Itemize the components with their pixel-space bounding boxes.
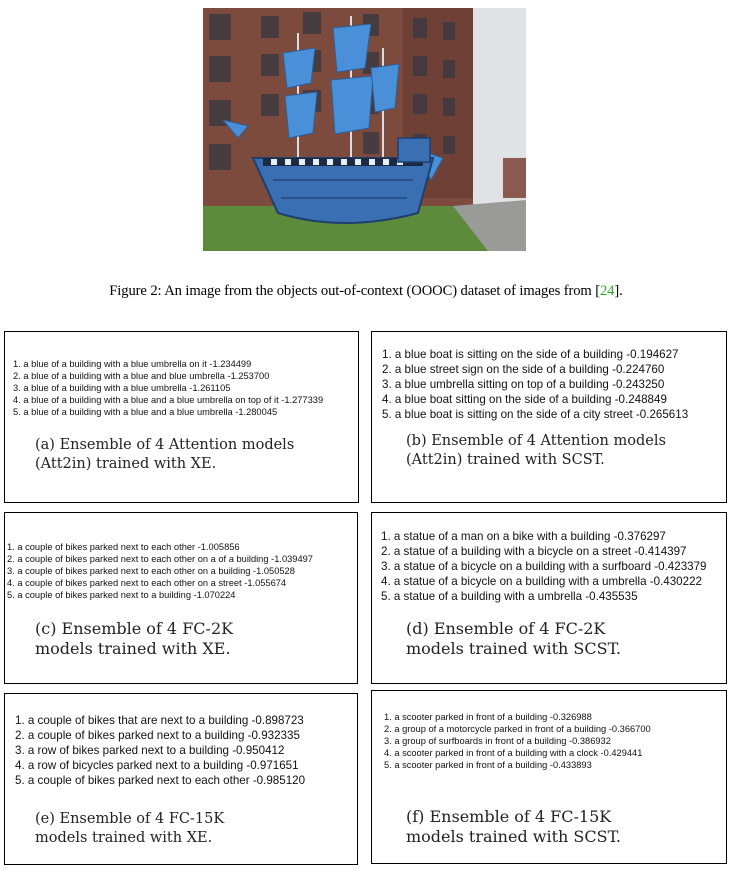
list-item: 4. a blue of a building with a blue and a blue umbrella on top of it -1.277339 xyxy=(13,395,324,405)
list-item: 1. a statue of a man on a bike with a building -0.376297 xyxy=(381,530,666,543)
list-item: 3. a group of surfboards in front of a building -0.386932 xyxy=(384,736,611,746)
panel-label xyxy=(406,432,666,469)
caption-list xyxy=(384,711,651,771)
panel-label-line: (d) Ensemble of 4 FC-2K xyxy=(406,619,606,638)
panel-label-line: models trained with XE. xyxy=(35,829,213,846)
list-item: 5. a blue of a building with a blue and a blue umbrella -1.280045 xyxy=(13,407,278,417)
panel-label xyxy=(35,619,233,660)
list-item: 4. a row of bicycles parked next to a building -0.971651 xyxy=(15,759,299,772)
panel-label-line: (f) Ensemble of 4 FC-15K xyxy=(406,807,612,826)
list-item: 1. a scooter parked in front of a building -0.326988 xyxy=(384,712,592,722)
list-item: 1. a couple of bikes parked next to each other -1.005856 xyxy=(7,542,240,552)
panel-b xyxy=(371,331,727,503)
caption-list xyxy=(13,358,323,418)
panel-label-line: (b) Ensemble of 4 Attention models xyxy=(406,433,666,449)
panel-label-line: models trained with SCST. xyxy=(406,827,621,847)
panel-label xyxy=(35,436,294,473)
list-item: 5. a statue of a building with a umbrella -0.435535 xyxy=(381,590,638,603)
list-item: 4. a scooter parked in front of a building with a clock -0.429441 xyxy=(384,748,643,758)
list-item: 3. a blue of a building with a blue umbrella -1.261105 xyxy=(13,383,231,393)
caption-list xyxy=(15,713,305,788)
panel-label-line: models trained with XE. xyxy=(35,639,231,659)
list-item: 1. a couple of bikes that are next to a building -0.898723 xyxy=(15,714,304,727)
list-item: 3. a statue of a bicycle on a building with a surfboard -0.423379 xyxy=(381,560,707,573)
panel-label-line: (Att2in) trained with SCST. xyxy=(406,451,605,468)
list-item: 2. a blue of a building with a blue and blue umbrella -1.253700 xyxy=(13,371,270,381)
panel-d xyxy=(371,512,727,684)
caption-list xyxy=(381,529,706,604)
list-item: 4. a couple of bikes parked next to each other on a street -1.055674 xyxy=(7,578,287,588)
list-item: 5. a couple of bikes parked next to a building -1.070224 xyxy=(7,590,236,600)
panel-f xyxy=(371,690,727,864)
panel-a xyxy=(4,331,359,503)
list-item: 2. a blue street sign on the side of a building -0.224760 xyxy=(382,363,665,376)
caption-list xyxy=(7,541,313,601)
panel-label-line: (Att2in) trained with XE. xyxy=(35,455,217,472)
list-item: 2. a couple of bikes parked next to a building -0.932335 xyxy=(15,729,300,742)
panel-label-line: (c) Ensemble of 4 FC-2K xyxy=(35,619,234,638)
list-item: 4. a statue of a bicycle on a building with a umbrella -0.430222 xyxy=(381,575,702,588)
caption-list xyxy=(382,347,688,422)
panel-e xyxy=(4,693,358,865)
list-item: 2. a couple of bikes parked next to each other on a of a building -1.039497 xyxy=(7,554,313,564)
panel-c xyxy=(4,512,358,684)
list-item: 3. a blue umbrella sitting on top of a building -0.243250 xyxy=(382,378,665,391)
list-item: 5. a couple of bikes parked next to each other -0.985120 xyxy=(15,774,306,787)
panel-label xyxy=(406,807,621,848)
list-item: 1. a blue boat is sitting on the side of a building -0.194627 xyxy=(382,348,679,361)
panel-label-line: (e) Ensemble of 4 FC-15K xyxy=(35,811,225,827)
panel-label-line: (a) Ensemble of 4 Attention models xyxy=(35,437,295,453)
list-item: 2. a statue of a building with a bicycle on a street -0.414397 xyxy=(381,545,687,558)
list-item: 3. a couple of bikes parked next to each other on a building -1.050528 xyxy=(7,566,295,576)
list-item: 1. a blue of a building with a blue umbrella on it -1.234499 xyxy=(13,359,252,369)
list-item: 3. a row of bikes parked next to a building -0.950412 xyxy=(15,744,285,757)
panel-label xyxy=(406,619,621,660)
panel-label-line: models trained with SCST. xyxy=(406,639,621,659)
ship-photo-illustration xyxy=(203,8,526,251)
citation-link[interactable]: 24 xyxy=(599,283,615,299)
list-item: 5. a blue boat is sitting on the side of a city street -0.265613 xyxy=(382,408,689,421)
ship-sculpture-photo xyxy=(203,8,526,251)
figure-caption xyxy=(0,283,732,300)
panel-label xyxy=(35,810,224,847)
list-item: 2. a group of a motorcycle parked in front of a building -0.366700 xyxy=(384,724,651,734)
list-item: 5. a scooter parked in front of a building -0.433893 xyxy=(384,760,592,770)
caption-text: Figure 2: An image from the objects out-of-context (OOOC) dataset of images from [ xyxy=(109,283,600,299)
caption-suffix: ]. xyxy=(614,283,623,299)
list-item: 4. a blue boat sitting on the side of a building -0.248849 xyxy=(382,393,667,406)
